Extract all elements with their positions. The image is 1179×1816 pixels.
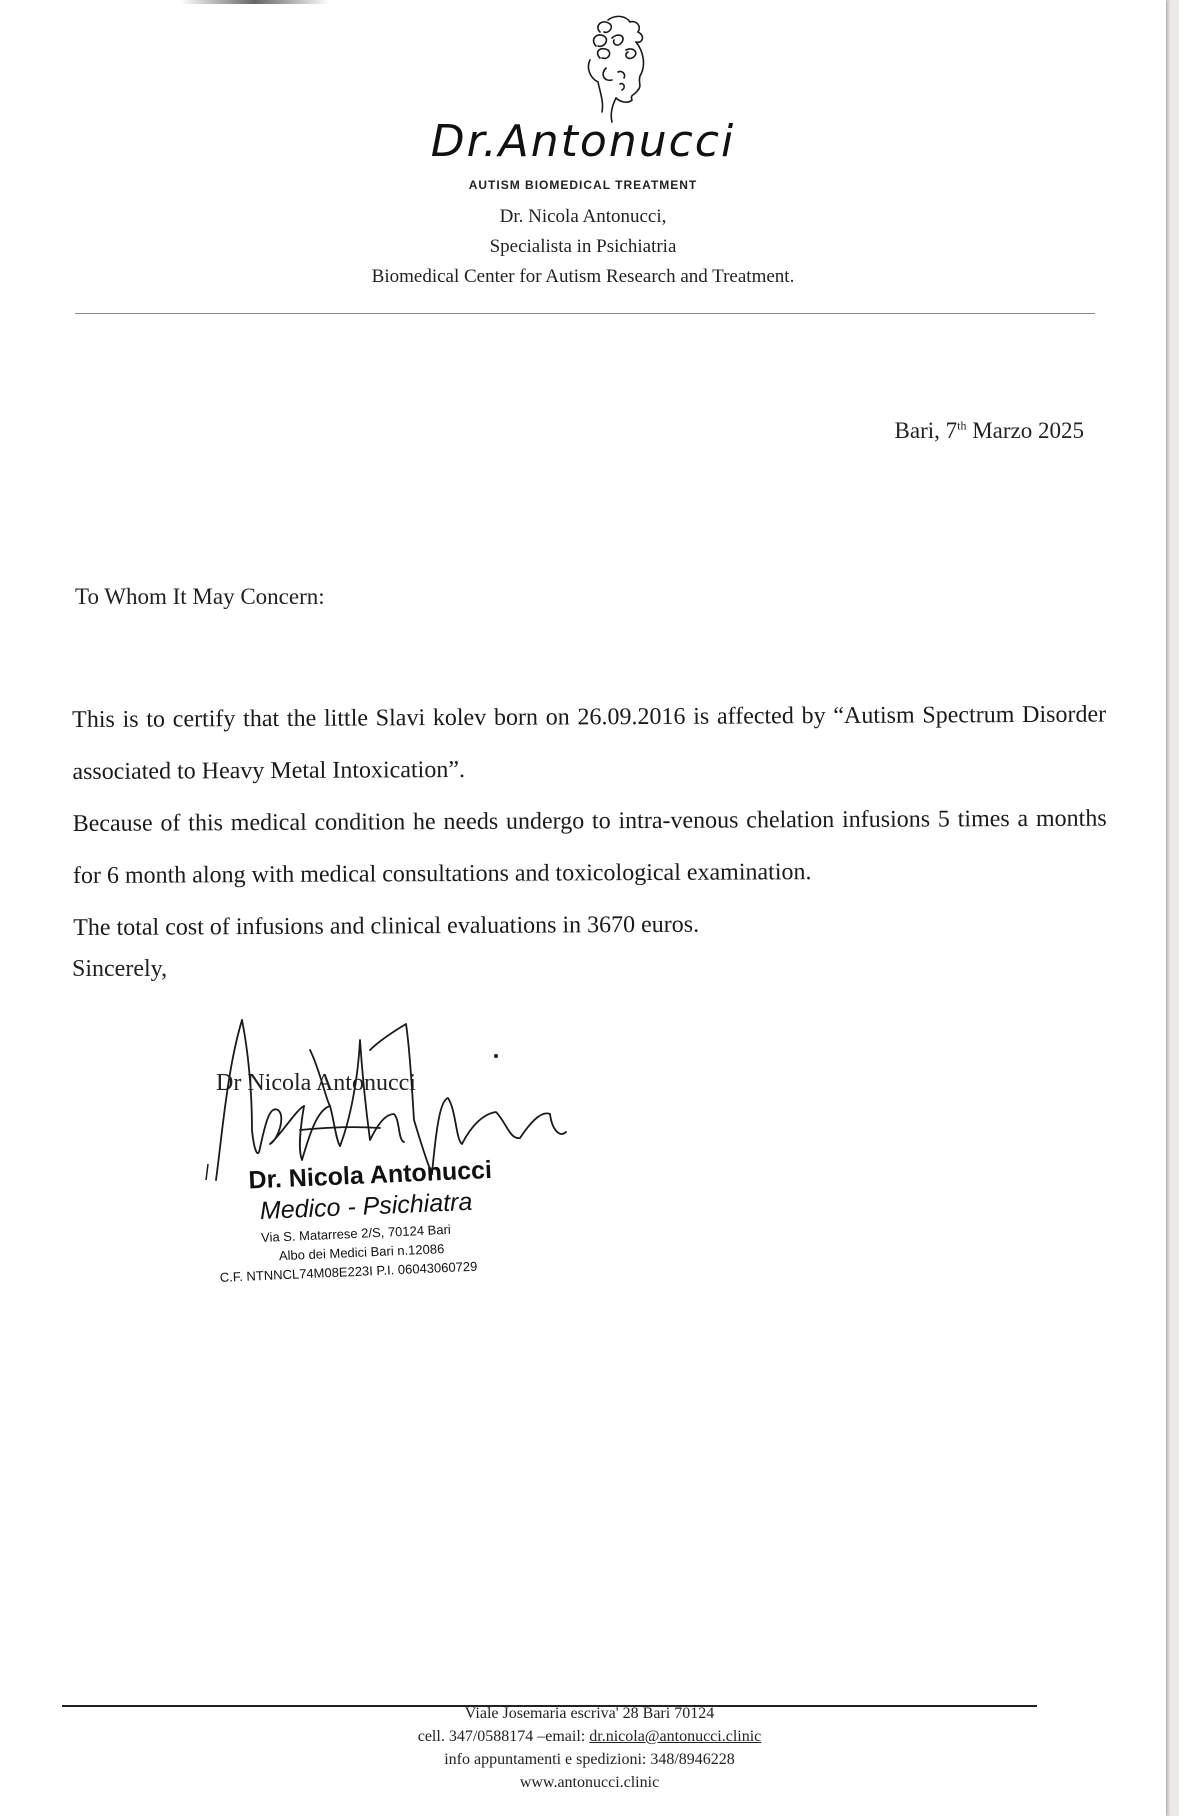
footer-email-link[interactable]: dr.nicola@antonucci.clinic [589, 1728, 762, 1745]
logo-face-drawing [560, 12, 670, 127]
doctor-stamp [215, 1154, 550, 1285]
stamp-fiscal-codes: C.F. NTNNCL74M08E223I P.I. 06043060729 [219, 1258, 478, 1285]
footer-contact [0, 1728, 1166, 1746]
letterhead-center: Biomedical Center for Autism Research and Treatment. [371, 266, 795, 287]
date-day-suffix: th [957, 418, 967, 433]
salutation: To Whom It May Concern: [75, 584, 325, 609]
footer-website-link[interactable]: www.antonucci.clinic [519, 1774, 660, 1791]
letterhead-specialty: Specialista in Psichiatria [489, 236, 677, 257]
letterhead-doctor-name: Dr. Nicola Antonucci, [499, 206, 667, 227]
typed-signatory-name: Dr Nicola Antonucci [216, 1070, 416, 1096]
cost-paragraph: The total cost of infusions and clinical evaluations in 3670 euros. [73, 911, 700, 941]
footer-phone: cell. 347/0588174 –email: [417, 1728, 590, 1745]
logo-wordmark: Dr.Antonucci [430, 116, 736, 167]
letter-date [895, 418, 1084, 444]
stamp-title: Medico - Psichiatra [259, 1187, 473, 1226]
logo-tagline: AUTISM BIOMEDICAL TREATMENT [468, 178, 698, 192]
footer-address: Viale Josemaria escriva' 28 Bari 70124 [464, 1705, 715, 1722]
stamp-name: Dr. Nicola Antonucci [247, 1155, 493, 1195]
date-place-day: Bari, 7 [894, 418, 958, 443]
date-month-year: Marzo 2025 [966, 418, 1084, 443]
stamp-address: Via S. Matarrese 2/S, 70124 Bari [260, 1221, 452, 1246]
scan-edge-shadow [180, 0, 330, 4]
certification-paragraph: This is to certify that the little Slavi kolev born on 26.09.2016 is affected by “Autism Spectrum Disorder associated to Heavy Metal Intoxication”. [72, 701, 1107, 785]
header-divider [75, 313, 1095, 314]
stamp-albo: Albo dei Medici Bari n.12086 [278, 1241, 445, 1264]
closing: Sincerely, [72, 956, 168, 982]
footer-appointments: info appuntamenti e spedizioni: 348/8946228 [444, 1751, 735, 1768]
treatment-paragraph: Because of this medical condition he needs undergo to intra-venous chelation infusions 5 times a months for 6 month along with medical consultations and toxicological examination. [72, 805, 1107, 889]
letter-body [72, 689, 1107, 954]
